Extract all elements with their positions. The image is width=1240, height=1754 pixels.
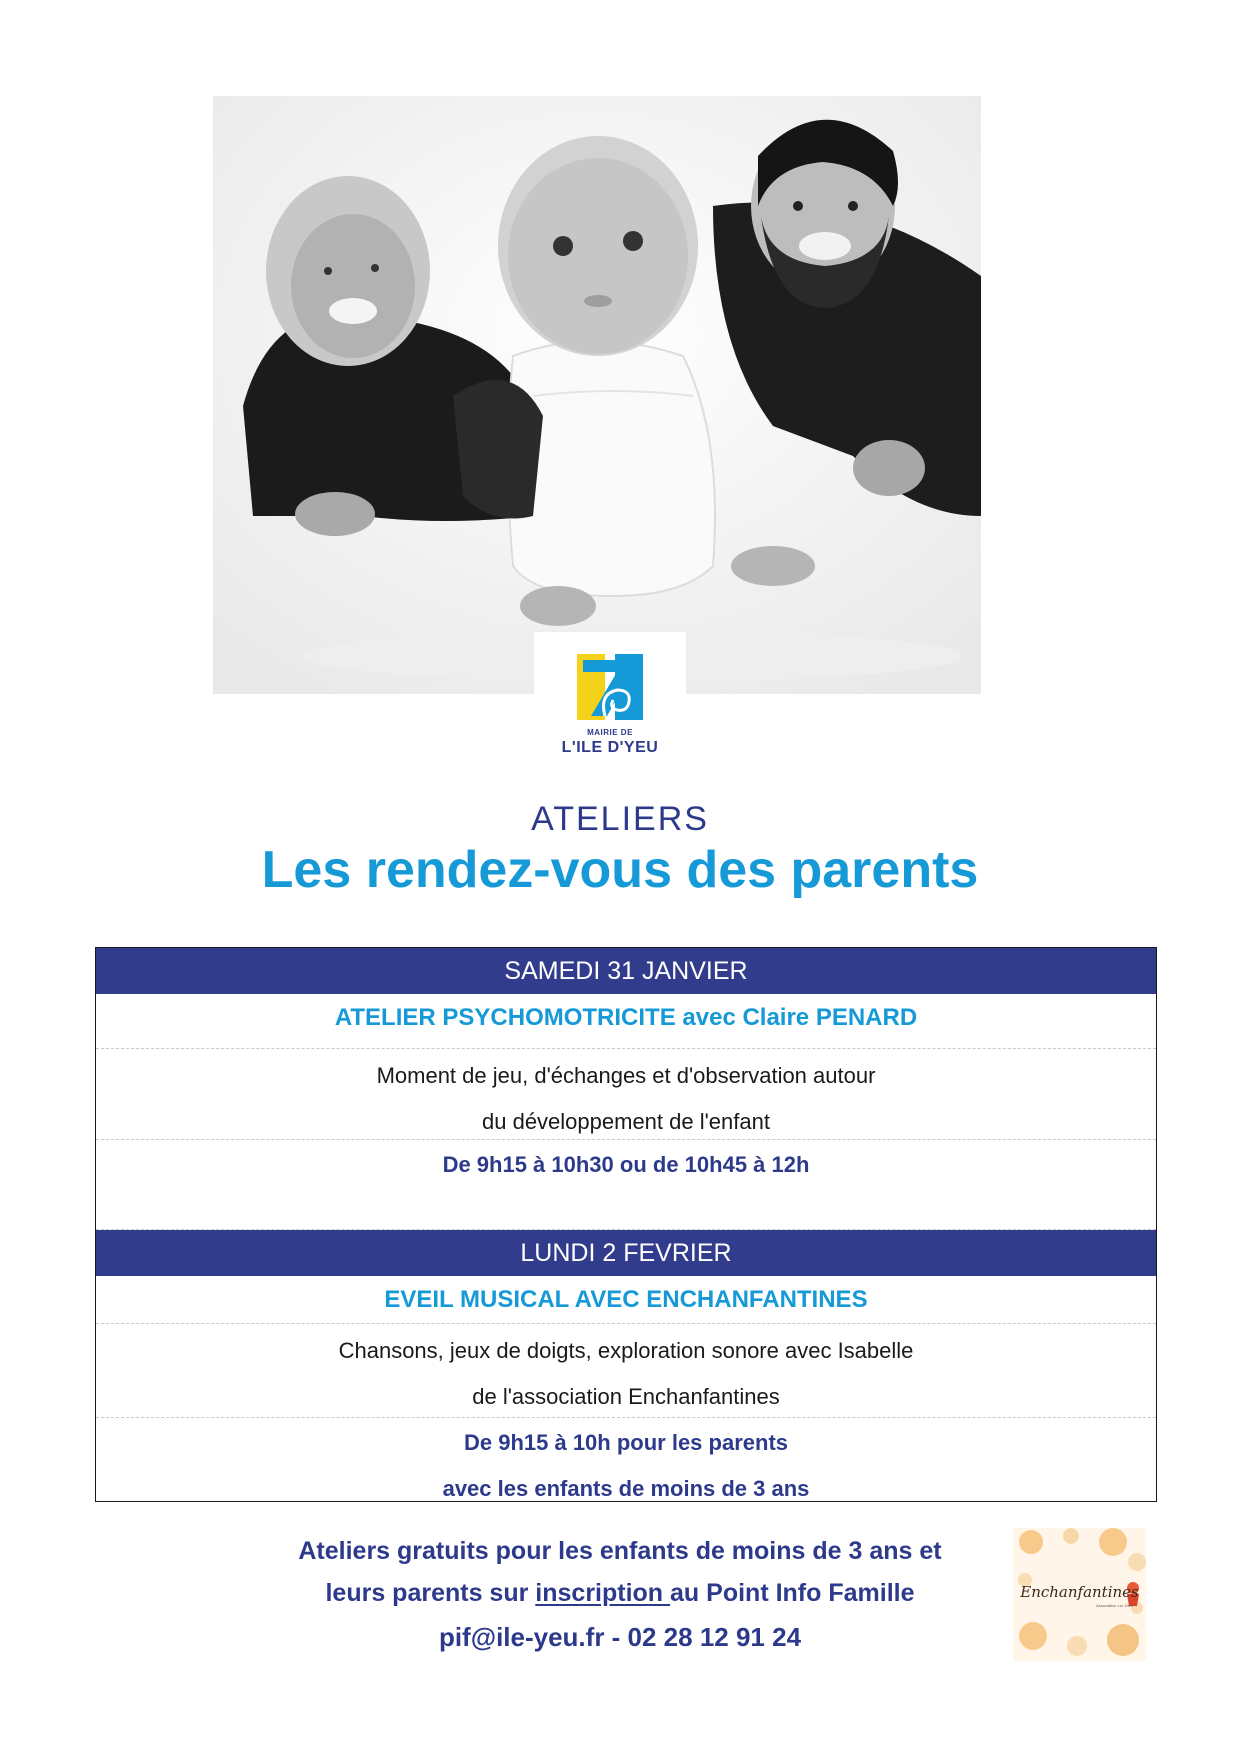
session-2-title: EVEIL MUSICAL AVEC ENCHANFANTINES [96, 1276, 1156, 1324]
family-photo [213, 96, 981, 694]
session-1-description [96, 1049, 1156, 1140]
family-illustration [213, 96, 981, 694]
mairie-logo [534, 632, 686, 754]
contact-info: pif@ile-yeu.fr - 02 28 12 91 24 [438, 1622, 802, 1652]
footer-line-2-start: leurs parents sur [325, 1579, 536, 1607]
footer-line-2-end: au Point Info Famille [670, 1579, 915, 1607]
session-2-desc-line-2: de l'association Enchanfantines [472, 1384, 780, 1409]
session-1-day-band [96, 948, 1156, 994]
footer-line-1: Ateliers gratuits pour les enfants de moins de 3 ans et [298, 1537, 942, 1565]
session-1-title: ATELIER PSYCHOMOTRICITE avec Claire PENARD [96, 994, 1156, 1049]
logo-line-1: MAIRIE DE [587, 728, 633, 737]
session-2-desc-line-1: Chansons, jeux de doigts, exploration sonore avec Isabelle [338, 1338, 914, 1363]
session-1-desc-line-1: Moment de jeu, d'échanges et d'observation autour [376, 1063, 876, 1088]
session-2-day: LUNDI 2 FEVRIER [520, 1238, 732, 1267]
program-table [95, 947, 1157, 1502]
kicker-title: ATELIERS [531, 800, 709, 838]
headline-title: Les rendez-vous des parents [261, 841, 979, 899]
session-2-description [96, 1324, 1156, 1418]
enchanfantines-logo [1013, 1528, 1146, 1661]
footer-info [220, 1530, 1020, 1614]
enchanfantines-wordmark: Enchanfantines [1020, 1583, 1139, 1601]
footer-line-2 [220, 1572, 1020, 1614]
inscription-link[interactable]: inscription [535, 1579, 671, 1607]
session-1-desc-line-2: du développement de l'enfant [482, 1109, 770, 1134]
session-2-day-band [96, 1230, 1156, 1276]
session-1-time [96, 1140, 1156, 1230]
ile-d-yeu-emblem-icon [577, 654, 643, 720]
session-2-time-line-2: avec les enfants de moins de 3 ans [442, 1476, 810, 1501]
session-2-time [96, 1418, 1156, 1502]
session-1-day: SAMEDI 31 JANVIER [504, 956, 748, 985]
enchanfantines-subtitle: Association Loi 1901 [1096, 1603, 1133, 1608]
logo-line-2: L'ILE D'YEU [561, 739, 659, 756]
session-2-time-line-1: De 9h15 à 10h pour les parents [463, 1430, 789, 1455]
session-1-time-line-1: De 9h15 à 10h30 ou de 10h45 à 12h [442, 1152, 810, 1177]
